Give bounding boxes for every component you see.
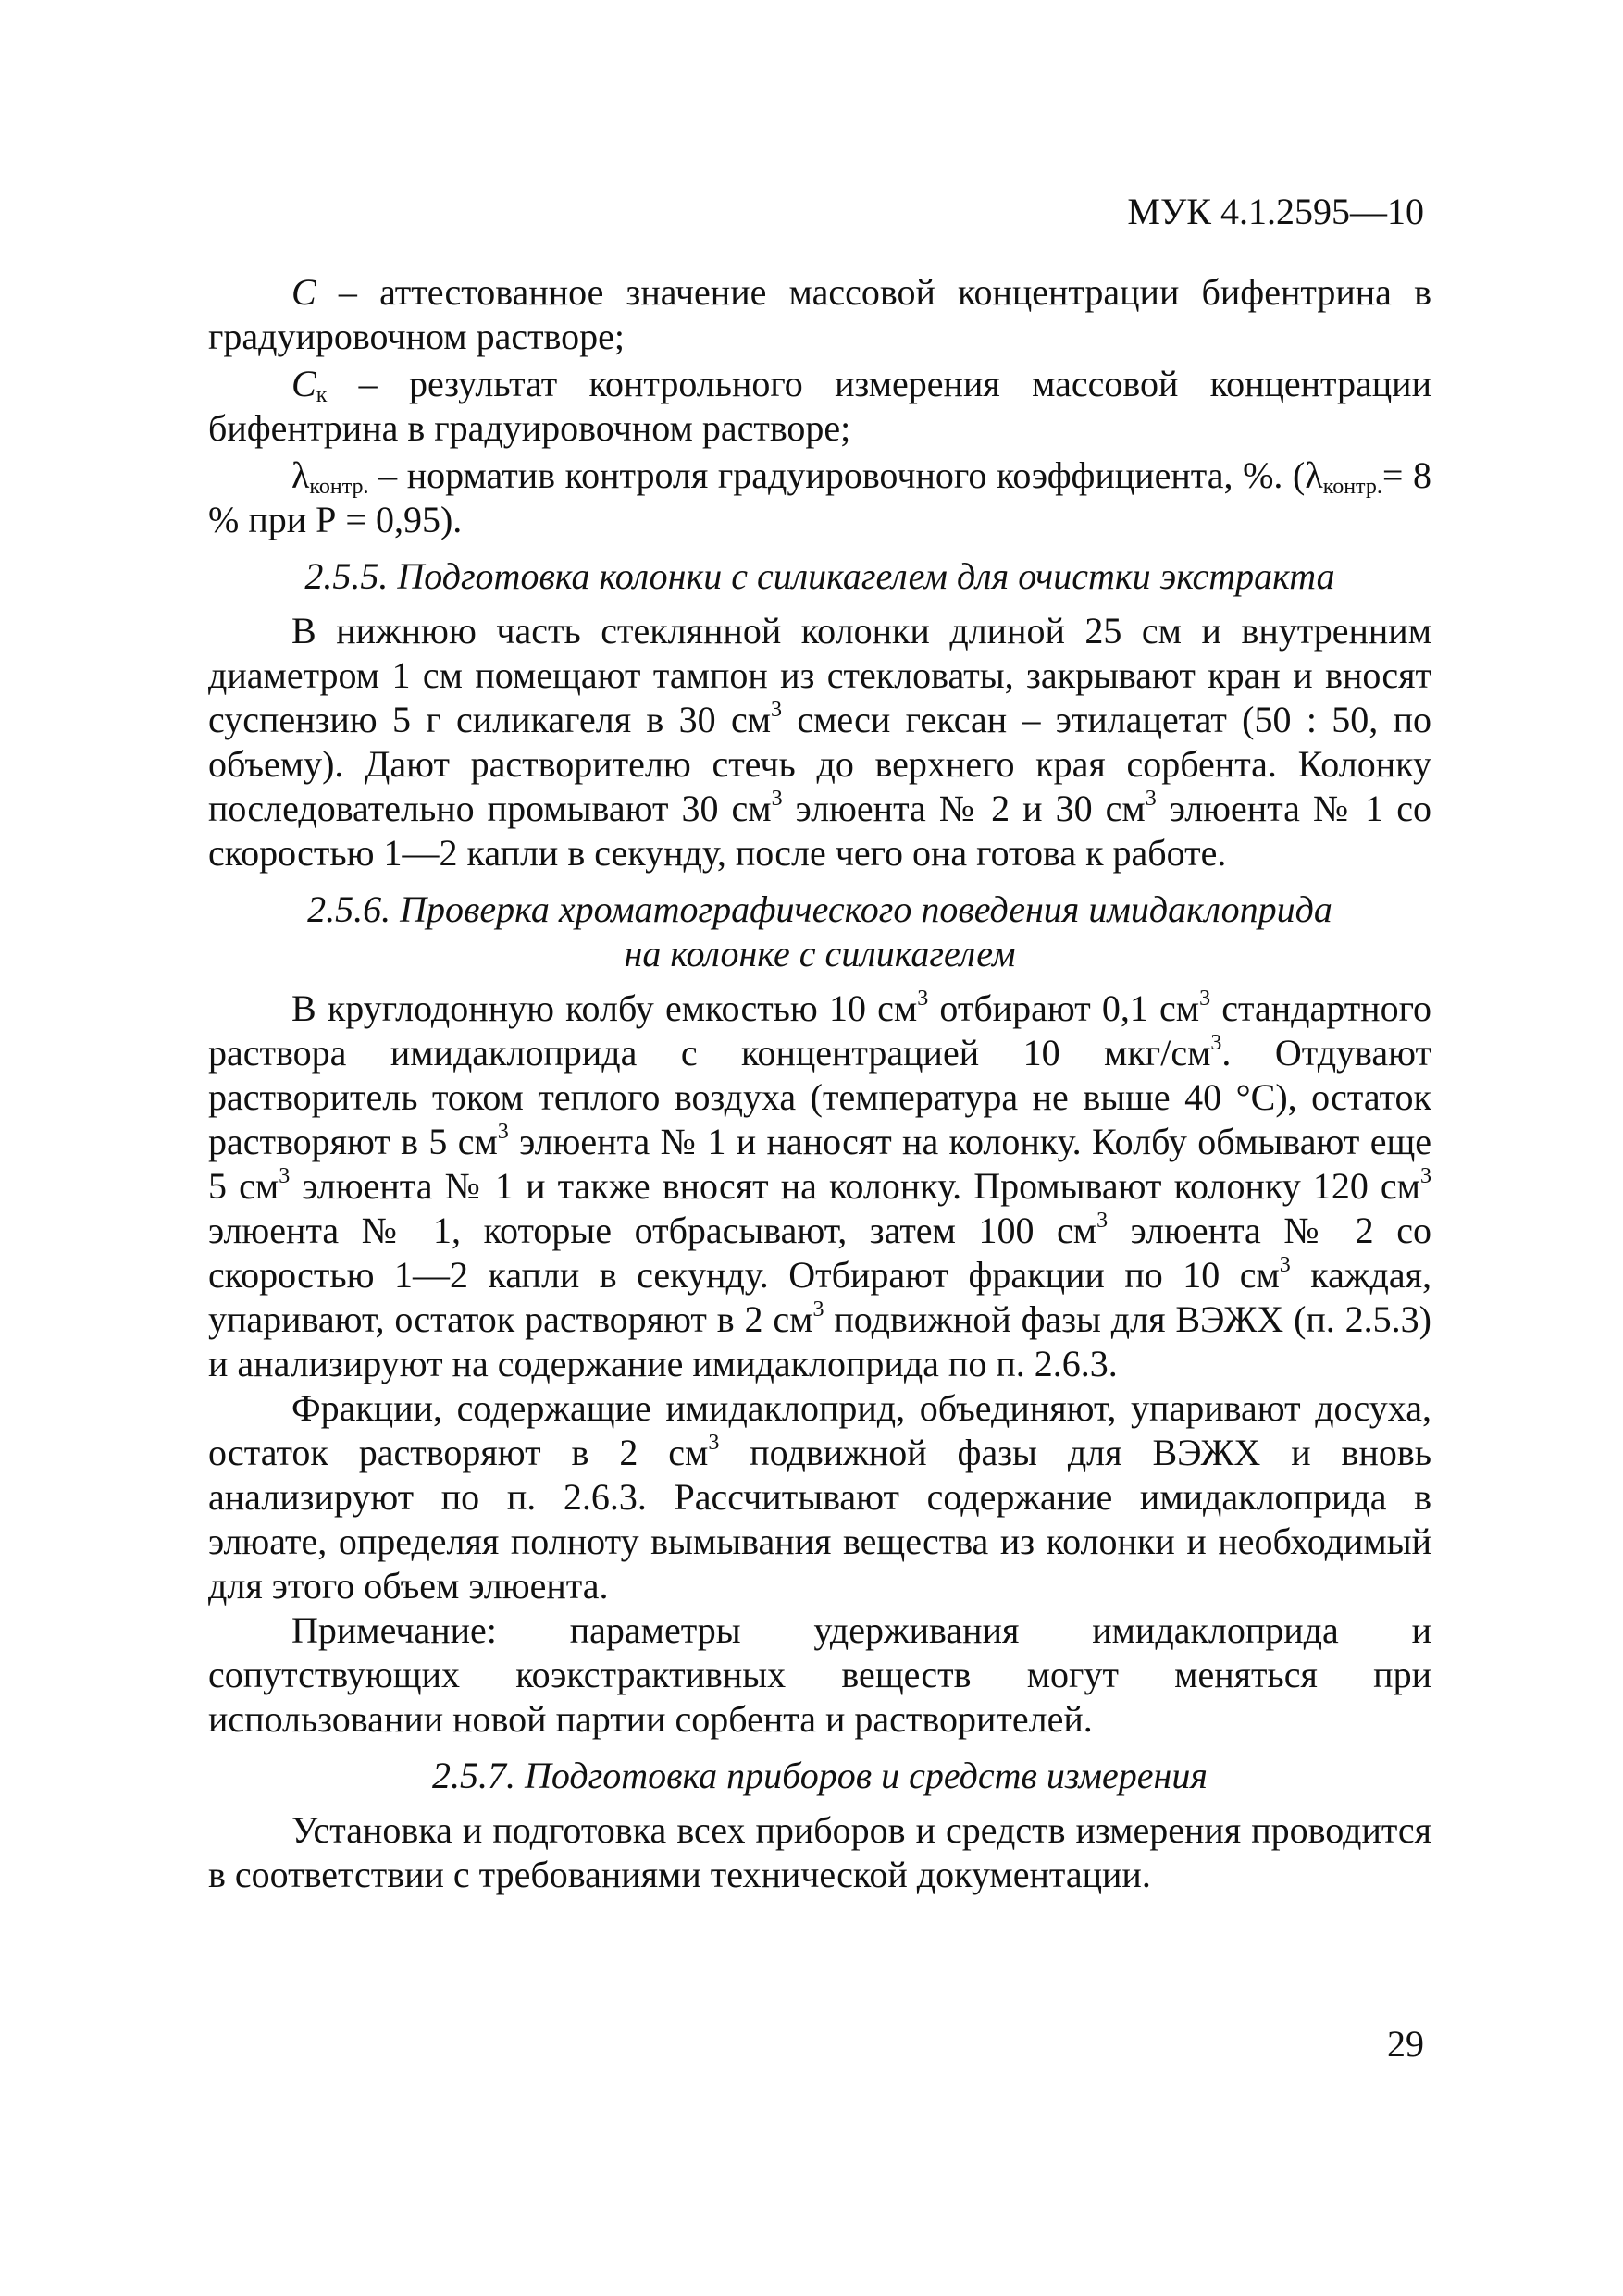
document-code-header: МУК 4.1.2595—10 <box>1127 191 1424 232</box>
definition-text: = 8 % при Р = 0,95). <box>208 454 1432 540</box>
symbol-subscript: контр. <box>309 475 369 499</box>
definition-text: – аттестованное значение массовой концентрации бифентрина в градуировочном растворе; <box>208 271 1431 357</box>
symbol-subscript: контр. <box>1322 475 1382 499</box>
definition-c <box>208 270 1431 359</box>
paragraph-instruments: Установка и подготовка всех приборов и средств измерения проводится в соответствии с требованиями технической документации. <box>208 1809 1431 1895</box>
symbol-lambda: λ <box>291 454 310 496</box>
section-heading-2-5-5: 2.5.5. Подготовка колонки с силикагелем для очистки экстракта <box>304 555 1335 597</box>
paragraph-column-preparation: В нижнюю часть стеклянной колонки длиной 25 см и внутренним диаметром 1 см помещают тампон из стекловаты, закрывают кран и вносят суспензию 5 г силикагеля в 30 $см^3$ смеси гексан – этилацетат (50 : 50, по объему). Дают растворителю стечь до верхнего края сорбента. Колонку последовательно промывают 30 $см^3$ элюента № 2 и 30 $см^3$ элюента № 1 со скоростью 1—2 капли в секунду, после чего она готова к работе. <box>208 610 1432 874</box>
definition-lambda <box>208 453 1431 542</box>
page-body <box>208 270 1431 1897</box>
definition-ck <box>208 362 1431 451</box>
symbol-ck: С <box>291 363 316 404</box>
symbol-subscript: к <box>316 383 328 407</box>
symbol-c: С <box>291 271 316 313</box>
paragraph-fractions: Фракции, содержащие имидаклоприд, объединяют, упаривают досуха, остаток растворяют в 2 $см^3$ подвижной фазы для ВЭЖХ и вновь анализируют по п. 2.6.3. Рассчитывают содержание имидаклоприда в элюате, определяя полноту вымывания вещества из колонки и необходимый для этого объем элюента. <box>208 1387 1431 1607</box>
paragraph-note: Примечание: параметры удерживания имидаклоприда и сопутствующих коэкстрактивных веществ могут меняться при использовании новой партии сорбента и растворителей. <box>208 1609 1431 1740</box>
section-heading-2-5-6: 2.5.6. Проверка хроматографического поведения имидаклоприда на колонке с силикагелем <box>307 888 1332 974</box>
section-heading-2-5-7: 2.5.7. Подготовка приборов и средств измерения <box>432 1755 1208 1796</box>
definition-text: – норматив контроля градуировочного коэффициента, %. (λ <box>368 454 1323 496</box>
paragraph-chromatographic-check: В круглодонную колбу емкостью 10 $см^3$ отбирают 0,1 $см^3$ стандартного раствора имидаклоприда с концентрацией 10 мкг/$см^3$. Отдувают растворитель током теплого воздуха (температура не выше 40 °С), остаток растворяют в 5 $см^3$ элюента № 1 и наносят на колонку. Колбу обмывают еще 5 $см^3$ элюента № 1 и также вносят на колонку. Промывают колонку 120 $см^3$ элюента № 1, которые отбрасывают, затем 100 $см^3$ элюента № 2 со скоростью 1—2 капли в секунду. Отбирают фракции по 10 $см^3$ каждая, упаривают, остаток растворяют в 2 $см^3$ подвижной фазы для ВЭЖХ (п. 2.5.3) и анализируют на содержание имидаклоприда по п. 2.6.3. <box>208 987 1432 1384</box>
page-number: 29 <box>1387 2023 1424 2065</box>
definition-text: – результат контрольного измерения массовой концентрации бифентрина в градуировочном растворе; <box>208 363 1431 449</box>
